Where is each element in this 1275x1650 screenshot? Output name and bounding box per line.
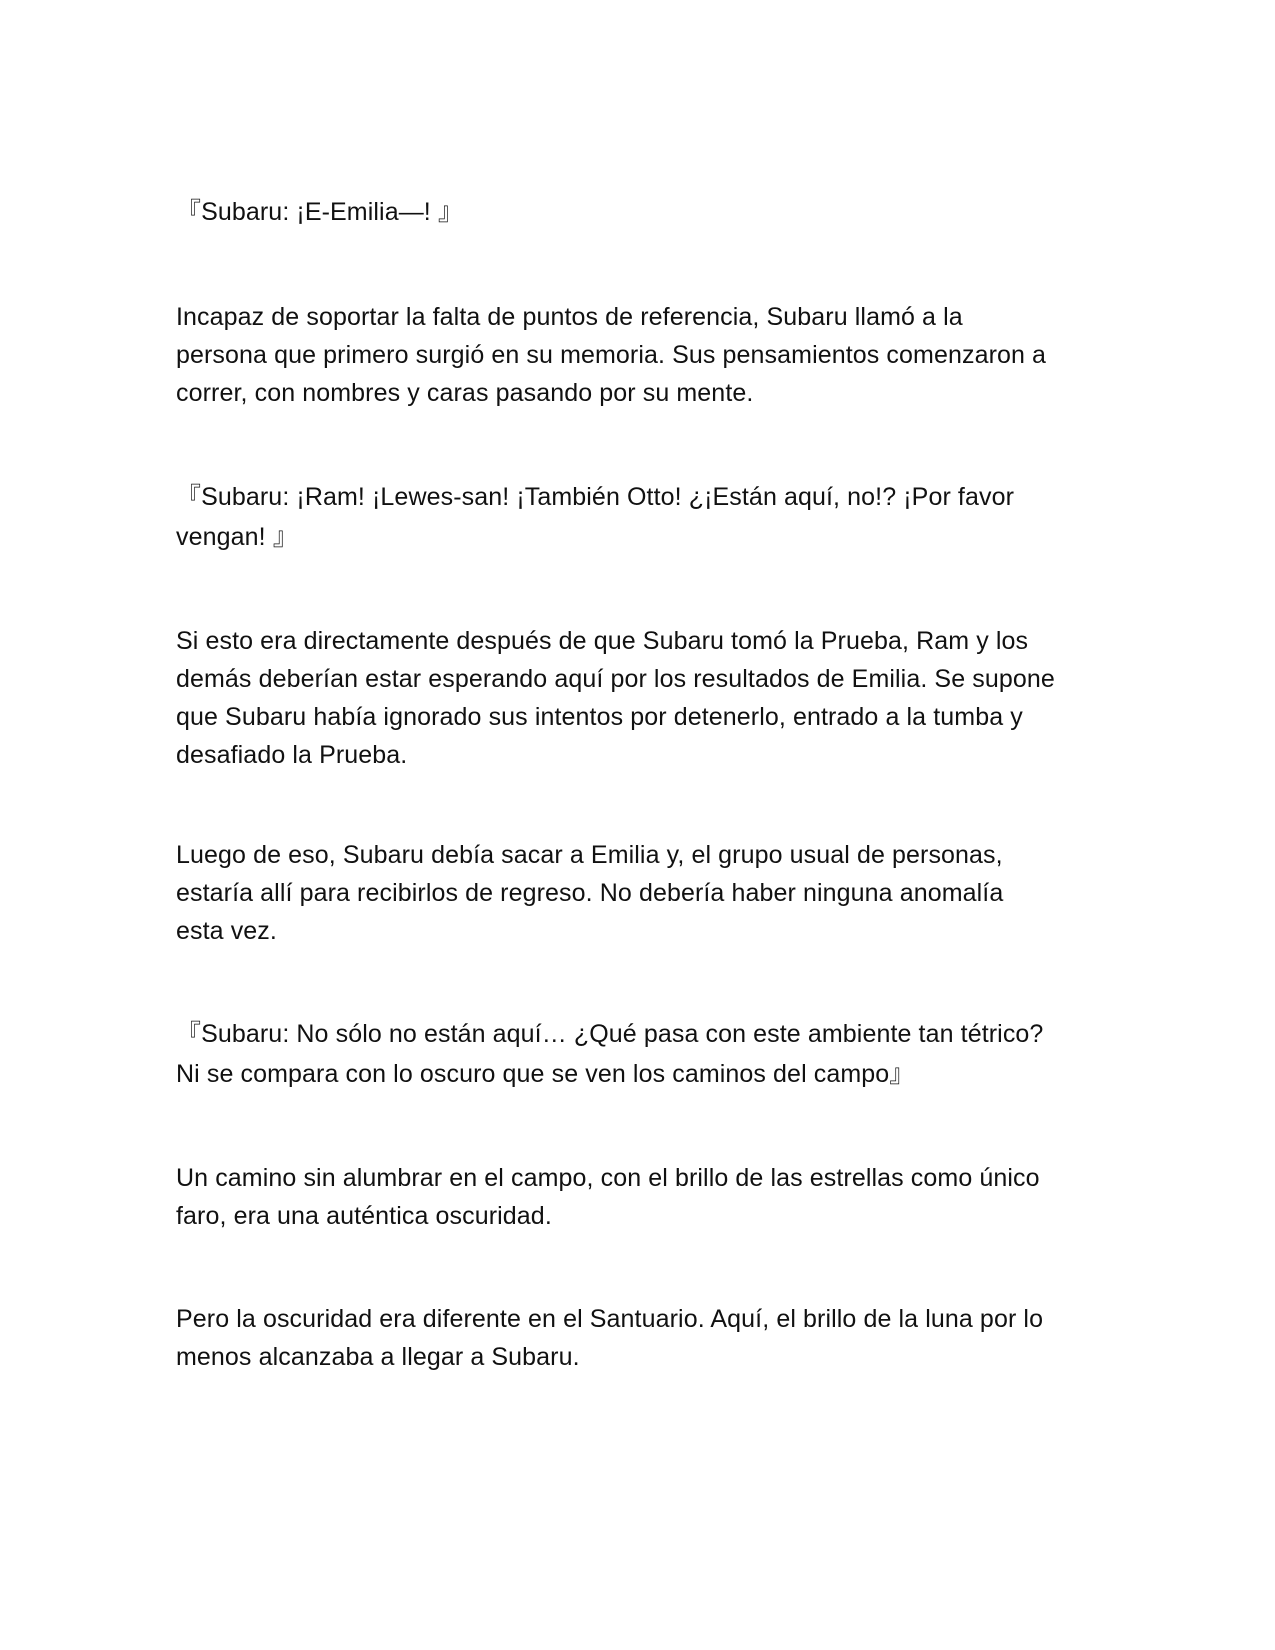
dialogue-line-subaru-ambiente: 『Subaru: No sólo no están aquí… ¿Qué pasa con este ambiente tan tétrico? Ni se compara con lo oscuro que se ven los caminos del campo』	[176, 1020, 1044, 1088]
narration-paragraph: Un camino sin alumbrar en el campo, con el brillo de las estrellas como único faro, era una auténtica oscuridad.	[176, 1164, 1040, 1230]
narration-paragraph: Si esto era directamente después de que Subaru tomó la Prueba, Ram y los demás deberían estar esperando aquí por los resultados de Emilia. Se supone que Subaru había ignorado sus intentos por detenerlo, entrado a la tumba y desafiado la Prueba.	[176, 627, 1055, 769]
narration-paragraph: Pero la oscuridad era diferente en el Santuario. Aquí, el brillo de la luna por lo menos alcanzaba a llegar a Subaru.	[176, 1305, 1044, 1371]
dialogue-line-subaru-ram: 『Subaru: ¡Ram! ¡Lewes-san! ¡También Otto! ¿¡Están aquí, no!? ¡Por favor vengan! 』	[176, 483, 1014, 551]
narration-paragraph: Incapaz de soportar la falta de puntos de referencia, Subaru llamó a la persona que primero surgió en su memoria. Sus pensamientos comenzaron a correr, con nombres y caras pasando por su mente.	[176, 303, 1047, 407]
dialogue-line-subaru-emilia: 『Subaru: ¡E-Emilia—! 』	[176, 198, 463, 226]
narration-paragraph: Luego de eso, Subaru debía sacar a Emilia y, el grupo usual de personas, estaría allí para recibirlos de regreso. No debería haber ninguna anomalía esta vez.	[176, 841, 1004, 945]
